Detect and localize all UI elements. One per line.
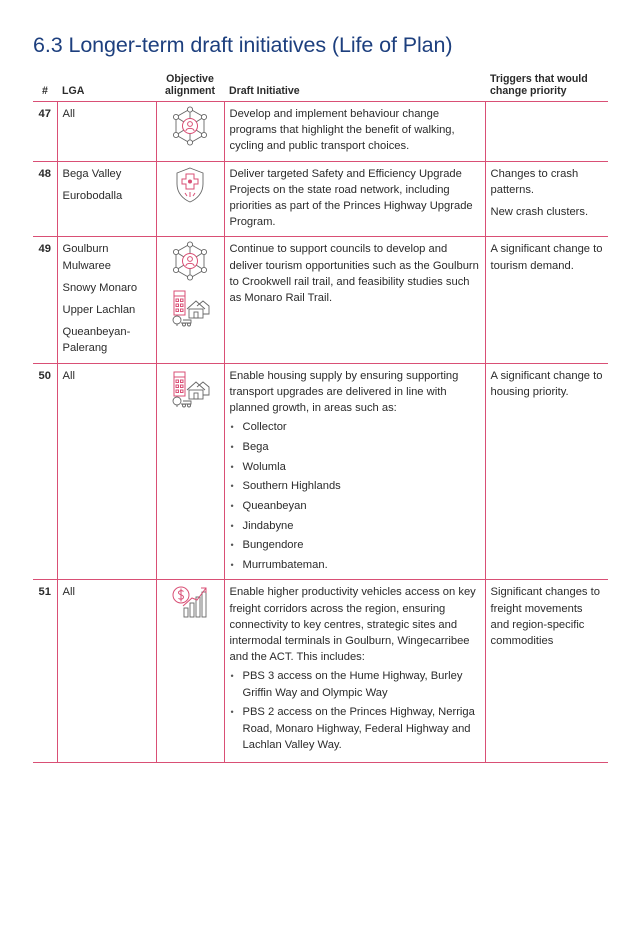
- header-objective-alignment: Objective alignment: [156, 74, 224, 102]
- trigger-text: A significant change to tourism demand.: [490, 243, 603, 272]
- initiative-text: Develop and implement behaviour change programs that highlight the benefit of walking, cycling and public transport choices.: [229, 108, 455, 153]
- economic-growth-icon: [170, 584, 210, 620]
- triggers-cell: [485, 363, 608, 580]
- page-title: 6.3 Longer-term draft initiatives (Life of Plan): [33, 33, 453, 57]
- lga-name: Snowy Monaro: [62, 281, 138, 294]
- list-item: • Murrumbateman.: [230, 557, 480, 573]
- lga-name: All: [62, 586, 75, 599]
- initiative-bullet-list: [230, 419, 480, 573]
- list-item: • Bungendore: [230, 537, 480, 553]
- table-body: [33, 102, 608, 763]
- objective-alignment-cell: [156, 161, 224, 237]
- header-number: #: [33, 74, 57, 102]
- lga-name: Goulburn Mulwaree: [62, 243, 111, 272]
- triggers-cell: [485, 161, 608, 237]
- initiative-bullet-list: [230, 668, 480, 753]
- list-item: • Queanbeyan: [230, 498, 480, 514]
- lga-cell: [57, 237, 156, 363]
- table-row: [33, 580, 608, 763]
- initiatives-table: [33, 74, 608, 763]
- objective-alignment-cell: [156, 580, 224, 763]
- table-row: [33, 161, 608, 237]
- safety-shield-icon: [172, 166, 208, 204]
- draft-initiative-cell: [224, 580, 485, 763]
- draft-initiative-cell: [224, 237, 485, 363]
- table-row: [33, 363, 608, 580]
- table-row: [33, 237, 608, 363]
- trigger-text: New crash clusters.: [490, 206, 589, 219]
- lga-name: Queanbeyan-Palerang: [62, 326, 131, 355]
- trigger-text: A significant change to housing priority.: [490, 369, 603, 398]
- lga-name: Upper Lachlan: [62, 304, 136, 317]
- housing-town-icon: [169, 287, 211, 327]
- lga-name: All: [62, 108, 75, 120]
- initiative-text: Enable housing supply by ensuring supporting transport upgrades are delivered in line with planned growth, in areas such as:: [229, 369, 459, 415]
- lga-cell: [57, 363, 156, 580]
- initiative-number: 48: [33, 161, 57, 237]
- list-item: • PBS 3 access on the Hume Highway, Burley Griffin Way and Olympic Way: [230, 668, 480, 700]
- draft-initiative-cell: [224, 102, 485, 162]
- triggers-cell: [485, 102, 608, 162]
- lga-cell: [57, 161, 156, 237]
- list-item: • PBS 2 access on the Princes Highway, Nerriga Road, Monaro Highway, Federal Highway and Lachlan Valley Way.: [230, 704, 480, 753]
- list-item: • Jindabyne: [230, 518, 480, 534]
- initiative-text: Enable higher productivity vehicles access on key freight corridors across the region, ensuring connectivity to key centres, strategic sites and intermodal terminals in Goulburn, Wingecarribee and the ACT. This includes:: [229, 586, 476, 664]
- people-network-icon: [171, 106, 209, 146]
- list-item: • Bega: [230, 439, 480, 455]
- header-draft-initiative: Draft Initiative: [224, 74, 485, 102]
- triggers-cell: [485, 580, 608, 763]
- draft-initiative-cell: [224, 161, 485, 237]
- lga-name: Bega Valley: [62, 167, 122, 180]
- lga-cell: [57, 580, 156, 763]
- initiative-text: Continue to support councils to develop and deliver tourism opportunities such as the Goulburn to Crookwell rail trail, and feasibility studies such as Monaro Rail Trail.: [229, 243, 479, 305]
- lga-cell: [57, 102, 156, 162]
- trigger-text: Changes to crash patterns.: [490, 167, 579, 196]
- initiative-number: 49: [33, 237, 57, 363]
- triggers-cell: [485, 237, 608, 363]
- lga-name: All: [62, 369, 75, 382]
- draft-initiative-cell: [224, 363, 485, 580]
- housing-town-icon: [169, 368, 211, 408]
- list-item: • Wolumla: [230, 459, 480, 475]
- header-triggers: Triggers that would change priority: [485, 74, 608, 102]
- objective-alignment-cell: [156, 102, 224, 162]
- objective-alignment-cell: [156, 363, 224, 580]
- initiative-number: 50: [33, 363, 57, 580]
- objective-alignment-cell: [156, 237, 224, 363]
- table-row: [33, 102, 608, 162]
- people-network-icon: [171, 241, 209, 281]
- list-item: • Collector: [230, 419, 480, 435]
- list-item: • Southern Highlands: [230, 478, 480, 494]
- header-lga: LGA: [57, 74, 156, 102]
- initiative-number: 51: [33, 580, 57, 763]
- initiative-number: 47: [33, 102, 57, 162]
- trigger-text: Significant changes to freight movements and region-specific commodities: [490, 586, 600, 647]
- initiative-text: Deliver targeted Safety and Efficiency Upgrade Projects on the state road network, including priorities as part of the Princes Highway Upgrade Program.: [229, 167, 473, 229]
- lga-name: Eurobodalla: [62, 189, 123, 202]
- table-header-row: [33, 74, 608, 102]
